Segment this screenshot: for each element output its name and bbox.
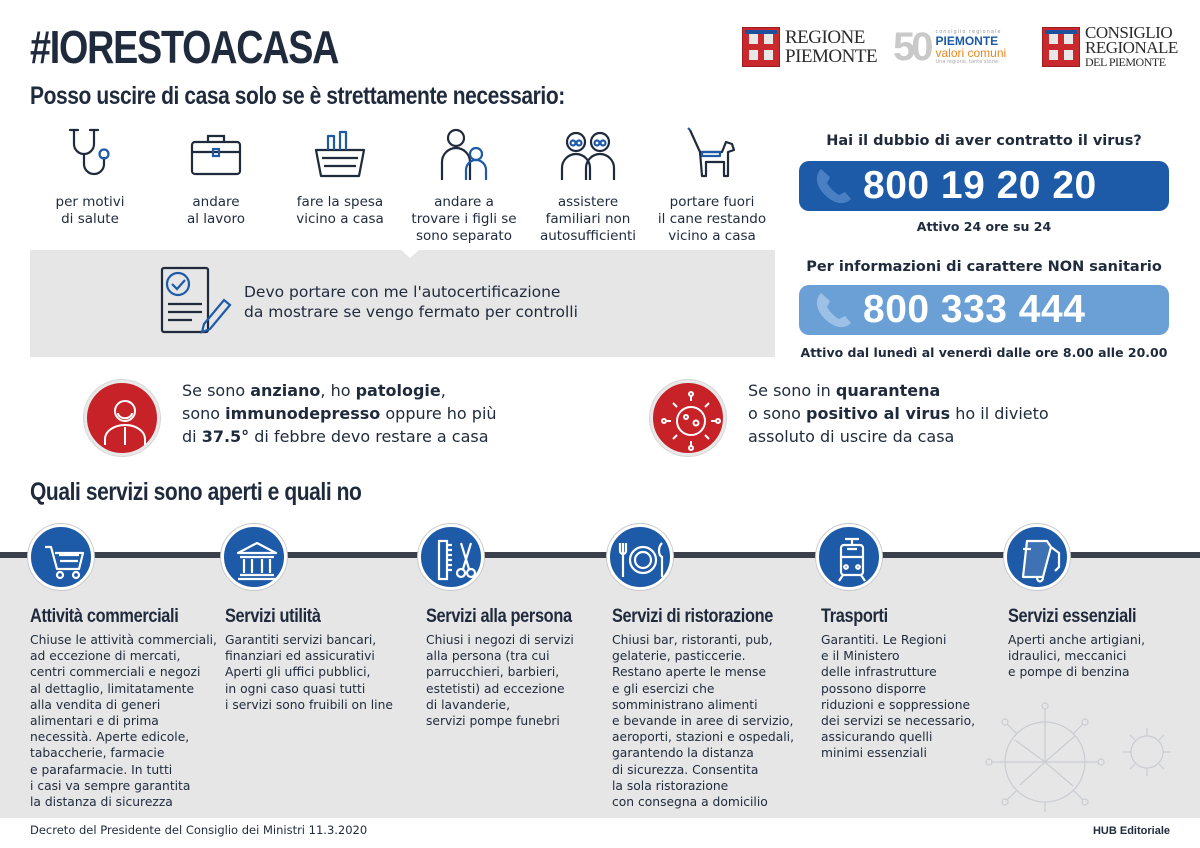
piemonte-50-logo[interactable] xyxy=(893,24,1006,70)
reason-text: assistere familiari non autosufficienti xyxy=(539,194,637,244)
certificate-text: Devo portare con me l'autocertificazione da mostrare se vengo fermato per controlli xyxy=(244,283,578,321)
consiglio-regionale-logo[interactable] xyxy=(1042,24,1178,70)
reason-assist xyxy=(528,124,648,245)
shopping-basket-icon xyxy=(310,124,370,184)
quarantine-warning-text: Se sono in quarantena o sono positivo al virus ho il divieto assoluto di uscire da casa xyxy=(748,381,1049,446)
fifty-orange-text: valori comuni xyxy=(935,46,1007,60)
reason-text: portare fuori il cane restando vicino a casa xyxy=(657,194,767,244)
fifty-main-text: PIEMONTE xyxy=(935,34,999,48)
consiglio-logo-line1: CONSIGLIO xyxy=(1085,22,1173,42)
reason-dog xyxy=(652,124,772,245)
piemonte-shield-icon xyxy=(742,27,780,67)
fifty-foot-text: Una regione, tante storie xyxy=(935,59,999,65)
phone-number-virus[interactable]: 800 19 20 20 xyxy=(863,164,1097,207)
service-desc: Garantiti. Le Regioni e il Ministero delle infrastrutture possono disporre riduzioni e soppressione dei servizi se necessario, assicurando quelli minimi essenziali xyxy=(821,633,976,761)
services-title: Quali servizi sono aperti e quali no xyxy=(30,478,362,506)
parent-child-icon xyxy=(434,124,494,184)
reason-text: andare a trovare i figli se sono separato xyxy=(411,194,517,244)
regione-piemonte-logo[interactable] xyxy=(742,24,877,70)
credit-footer: HUB Editoriale xyxy=(1092,825,1170,837)
fuel-pump-icon xyxy=(1004,524,1070,590)
service-desc: Chiuse le attività commerciali, ad eccezione di mercati, centri commerciali e negozi al dettaglio, limitatamente alla vendita di generi alimentari e di prima necessità. Aperte edicole, tabaccherie, farmacie e parafarmacie. In tutti i casi va sempre garantita la distanza di sicurezza xyxy=(30,633,217,810)
reason-work xyxy=(156,124,276,228)
fifty-tiny-text: consiglio regionale xyxy=(935,29,1002,35)
elderly-warning-text: Se sono anziano, ho patologie, sono immunodepresso oppure ho più di 37.5° di febbre devo restare a casa xyxy=(182,381,497,446)
phone-number-info[interactable]: 800 333 444 xyxy=(863,288,1086,331)
reason-text: fare la spesa vicino a casa xyxy=(296,194,384,227)
elderly-man-icon xyxy=(84,380,160,456)
phone-handset-icon xyxy=(813,289,853,331)
service-name: Servizi essenziali xyxy=(1008,606,1137,627)
phone-title-virus: Hai il dubbio di aver contratto il virus? xyxy=(826,133,1142,149)
reason-text: andare al lavoro xyxy=(186,194,246,227)
virus-decoration-icon xyxy=(975,690,1190,818)
service-name: Servizi alla persona xyxy=(426,606,572,627)
bank-icon xyxy=(221,524,287,590)
service-name: Trasporti xyxy=(821,606,888,627)
service-desc: Chiusi i negozi di servizi alla persona (tra cui parrucchieri, barbieri, estetisti) ad eccezione di lavanderie, servizi pompe funebri xyxy=(426,633,574,729)
briefcase-icon xyxy=(186,124,246,184)
service-name: Attività commerciali xyxy=(30,606,179,627)
document-check-icon xyxy=(158,264,232,340)
service-desc: Chiusi bar, ristoranti, pub, gelaterie, pasticcerie. Restano aperte le mense e gli esercizi che somministrano alimenti e bevande in aree di servizio, aeroporti, stazioni e ospedali, garantendo la distanza di sicurezza. Consentita la sola ristorazione con consegna a domicilio xyxy=(612,633,794,810)
phone-bar-virus[interactable] xyxy=(799,161,1169,211)
regione-logo-line1: REGIONE xyxy=(785,27,865,48)
fifty-number: 50 xyxy=(893,24,930,69)
tram-icon xyxy=(816,524,882,590)
certificate-box xyxy=(30,250,775,357)
elderly-couple-icon xyxy=(558,124,618,184)
phone-handset-icon xyxy=(813,165,853,207)
phone-title-info: Per informazioni di carattere NON sanitario xyxy=(806,259,1162,275)
service-name: Servizi di ristorazione xyxy=(612,606,773,627)
reason-health xyxy=(30,124,150,228)
page-subtitle: Posso uscire di casa solo se è strettamente necessario: xyxy=(30,82,565,110)
reason-shopping xyxy=(280,124,400,228)
regione-logo-line2: PIEMONTE xyxy=(785,46,878,67)
reason-children xyxy=(404,124,524,245)
dog-icon xyxy=(682,124,742,184)
decree-footer: Decreto del Presidente del Consiglio dei Ministri 11.3.2020 xyxy=(30,823,368,837)
consiglio-shield-icon xyxy=(1042,27,1080,67)
hashtag-title: #IORESTOACASA xyxy=(30,21,339,73)
shopping-cart-icon xyxy=(28,524,94,590)
virus-icon xyxy=(650,380,726,456)
service-desc: Aperti anche artigiani, idraulici, meccanici e pompe di benzina xyxy=(1008,633,1146,680)
pointer-notch xyxy=(400,249,420,258)
consiglio-logo-line2: REGIONALE xyxy=(1085,37,1178,57)
phone-note-virus: Attivo 24 ore su 24 xyxy=(916,219,1052,234)
service-name: Servizi utilità xyxy=(225,606,321,627)
comb-scissors-icon xyxy=(418,524,484,590)
phone-note-info: Attivo dal lunedì al venerdì dalle ore 8.00 alle 20.00 xyxy=(800,345,1168,360)
plate-cutlery-icon xyxy=(607,524,673,590)
stethoscope-icon xyxy=(60,124,120,184)
consiglio-logo-line3: DEL PIEMONTE xyxy=(1085,54,1166,69)
phone-bar-info[interactable] xyxy=(799,285,1169,335)
reason-text: per motivi di salute xyxy=(55,194,125,227)
service-desc: Garantiti servizi bancari, finanziari ed assicurativi Aperti gli uffici pubblici, in ogni caso quasi tutti i servizi sono fruibili on line xyxy=(225,633,393,712)
